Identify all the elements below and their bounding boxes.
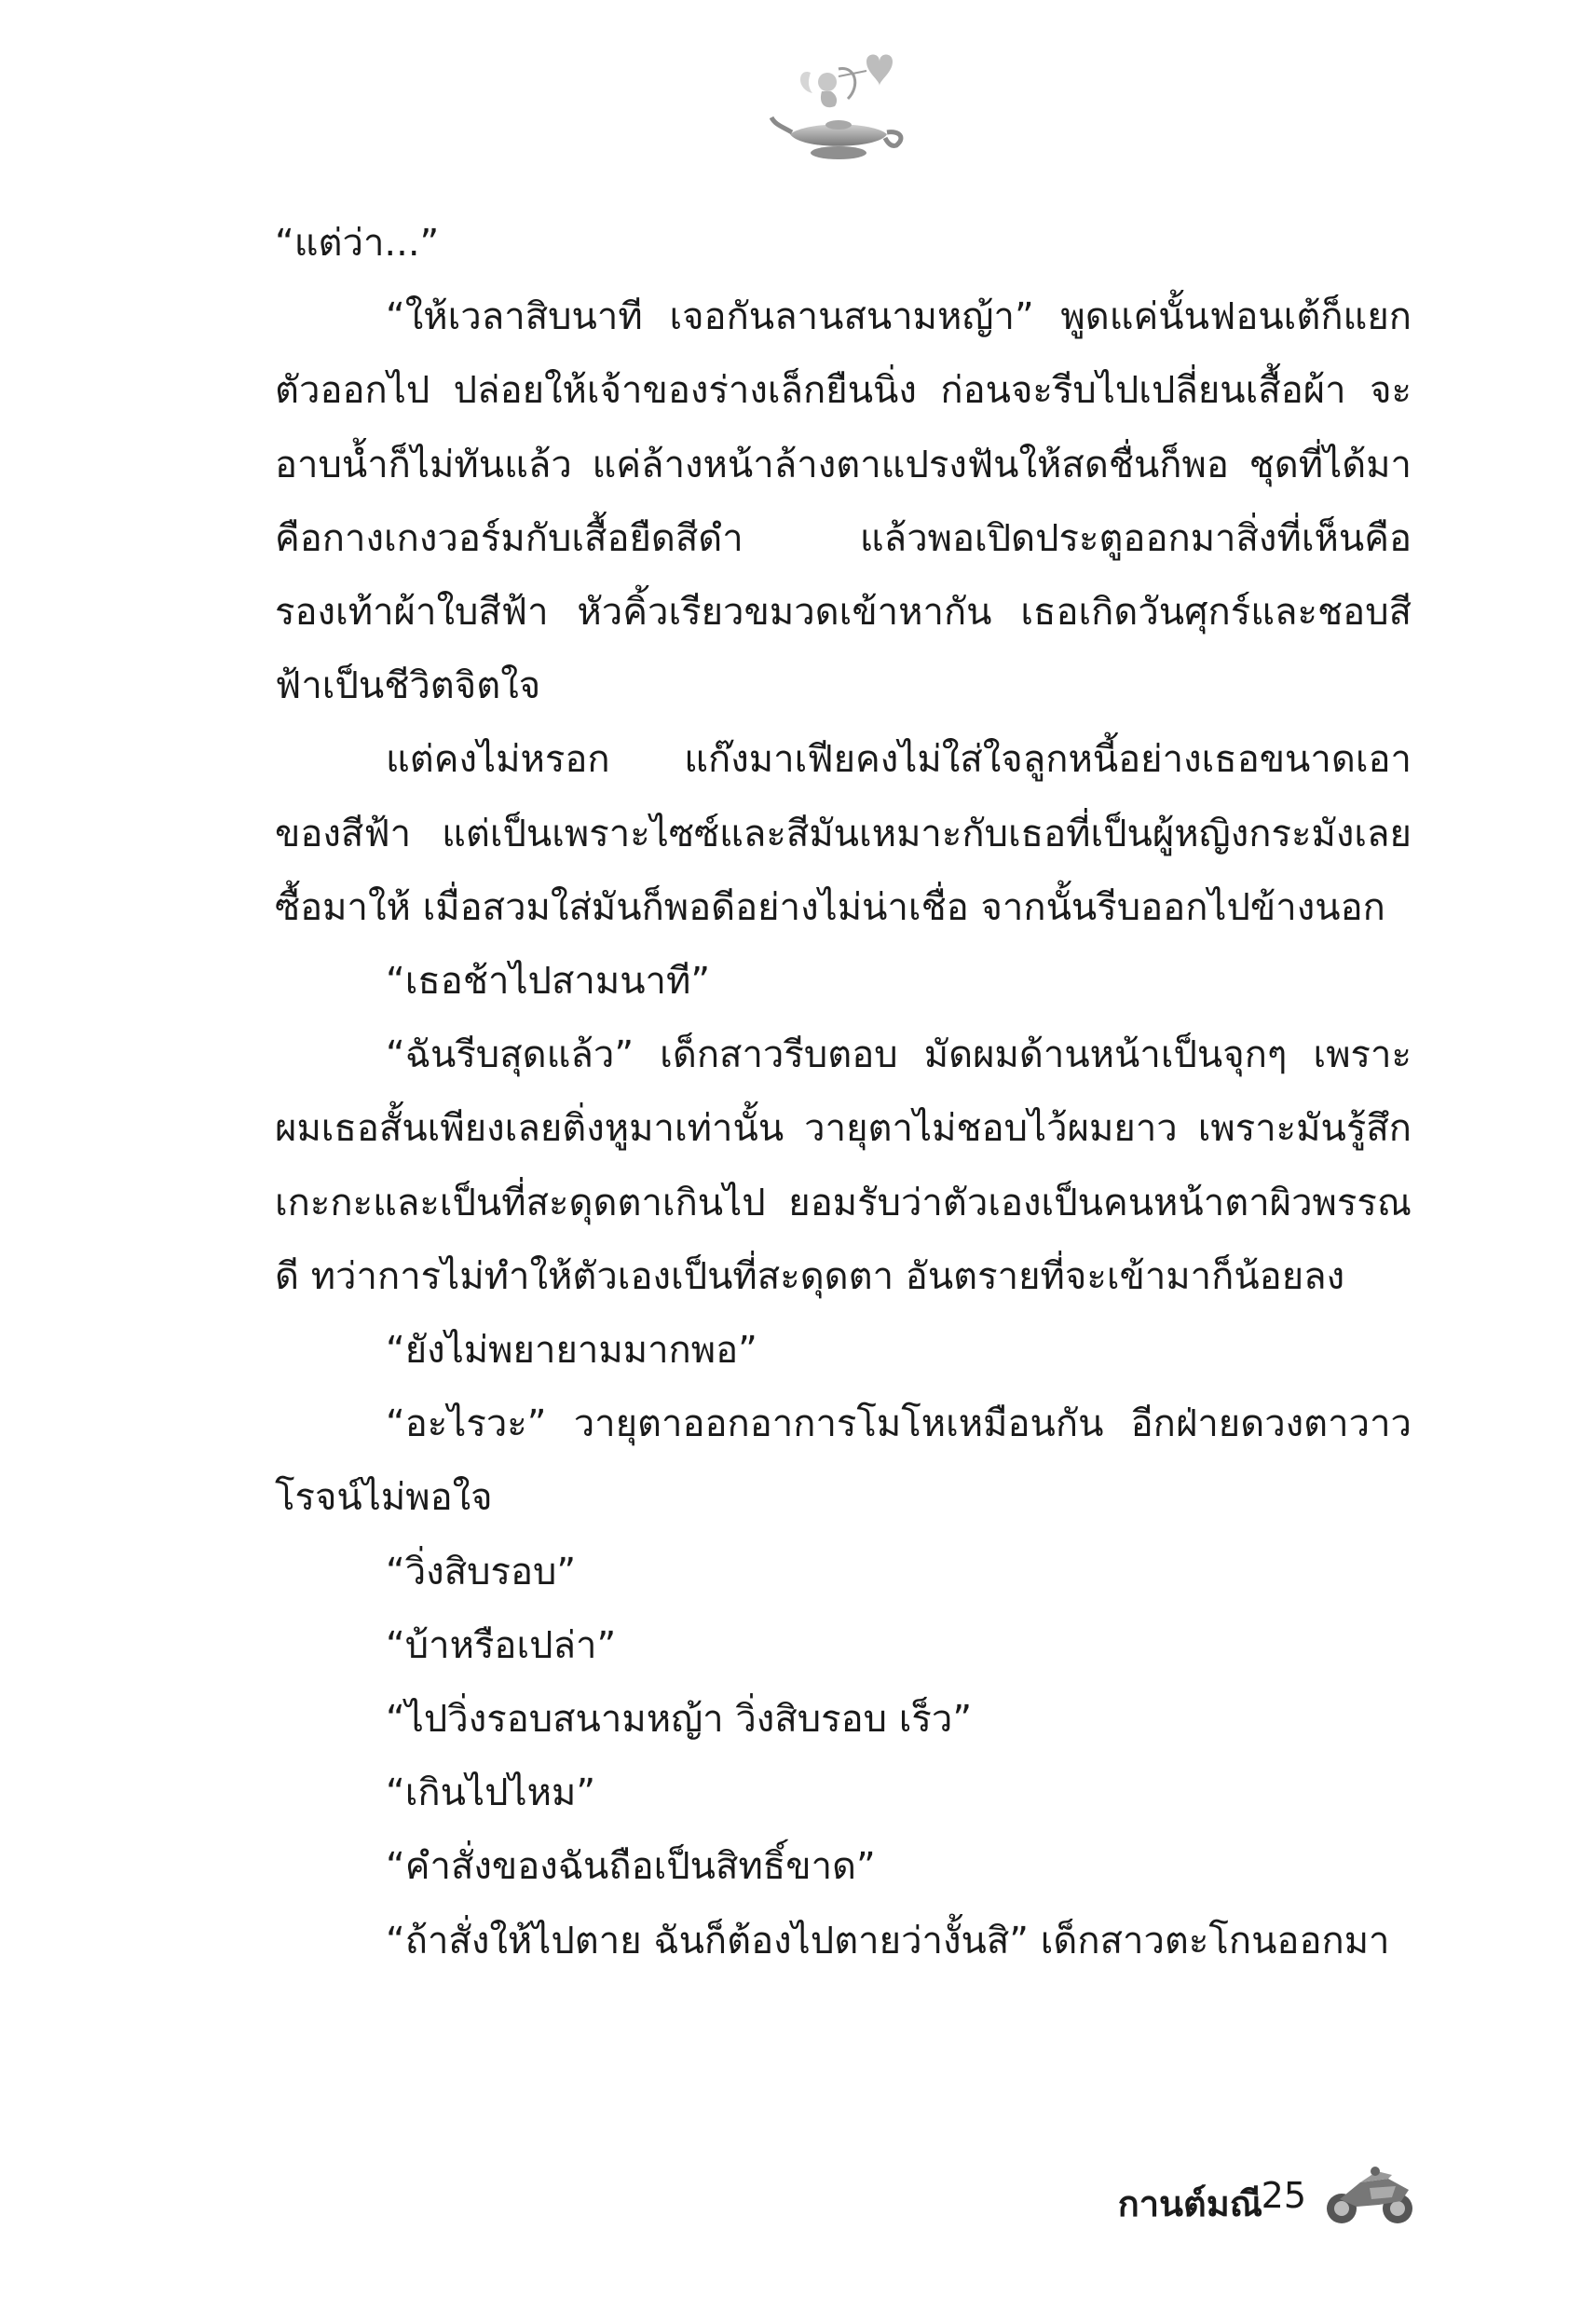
paragraph: “ฉันรีบสุดแล้ว” เด็กสาวรีบตอบ มัดผมด้านหน้าเป็นจุกๆ เพราะผมเธอสั้นเพียงเลยติ่งหูมาเท่านั้น วายุตาไม่ชอบไว้ผมยาว เพราะมันรู้สึกเกะกะและเป็นที่สะดุดตาเกินไป ยอมรับว่าตัวเองเป็นคนหน้าตาผิวพรรณดี ทว่าการไม่ทำให้ตัวเองเป็นที่สะดุดตา อันตรายที่จะเข้ามาก็น้อยลง	[275, 1033, 1412, 1298]
page-number: 25	[1261, 2175, 1306, 2216]
paragraph: “วิ่งสิบรอบ”	[386, 1550, 577, 1593]
author-name: กานต์มณี	[1117, 2183, 1262, 2224]
body-text	[275, 207, 1412, 1978]
paragraph: “เธอช้าไปสามนาที”	[386, 960, 711, 1004]
paragraph: “ให้เวลาสิบนาที เจอกันลานสนามหญ้า” พูดแค่นั้นฟอนเต้ก็แยกตัวออกไป ปล่อยให้เจ้าของร่างเล็กยืนนิ่ง ก่อนจะรีบไปเปลี่ยนเสื้อผ้า จะอาบน้ำก็ไม่ทันแล้ว แค่ล้างหน้าล้างตาแปรงฟันให้สดชื่นก็พอ ชุดที่ได้มาคือกางเกงวอร์มกับเสื้อยืดสีดำ แล้วพอเปิดประตูออกมาสิ่งที่เห็นคือรองเท้าผ้าใบสีฟ้า หัวคิ้วเรียวขมวดเข้าหากัน เธอเกิดวันศุกร์และชอบสีฟ้าเป็นชีวิตจิตใจ	[275, 295, 1412, 708]
paragraph: “ไปวิ่งรอบสนามหญ้า วิ่งสิบรอบ เร็ว”	[386, 1698, 973, 1742]
paragraph: แต่คงไม่หรอก แก๊งมาเฟียคงไม่ใส่ใจลูกหนี้อย่างเธอขนาดเอาของสีฟ้า แต่เป็นเพราะไซซ์และสีมันเหมาะกับเธอที่เป็นผู้หญิงกระมังเลยซื้อมาให้ เมื่อสวมใส่มันก็พอดีอย่างไม่น่าเชื่อ จากนั้นรีบออกไปข้างนอก	[275, 738, 1412, 929]
cupid-teapot-ornament-icon	[770, 48, 909, 170]
page-footer	[1025, 2154, 1416, 2248]
paragraph: “แต่ว่า...”	[275, 222, 440, 265]
paragraph: “ยังไม่พยายามมากพอ”	[386, 1329, 757, 1373]
paragraph: “ถ้าสั่งให้ไปตาย ฉันก็ต้องไปตายว่างั้นสิ” เด็กสาวตะโกนออกมา	[386, 1919, 1390, 1962]
motorcycle-icon	[1323, 2162, 1416, 2227]
paragraph: “อะไรวะ” วายุตาออกอาการโมโหเหมือนกัน อีกฝ่ายดวงตาวาวโรจน์ไม่พอใจ	[275, 1402, 1412, 1520]
paragraph: “เกินไปไหม”	[386, 1771, 596, 1815]
paragraph: “บ้าหรือเปล่า”	[386, 1623, 617, 1667]
paragraph: “คำสั่งของฉันถือเป็นสิทธิ์ขาด”	[386, 1845, 876, 1889]
